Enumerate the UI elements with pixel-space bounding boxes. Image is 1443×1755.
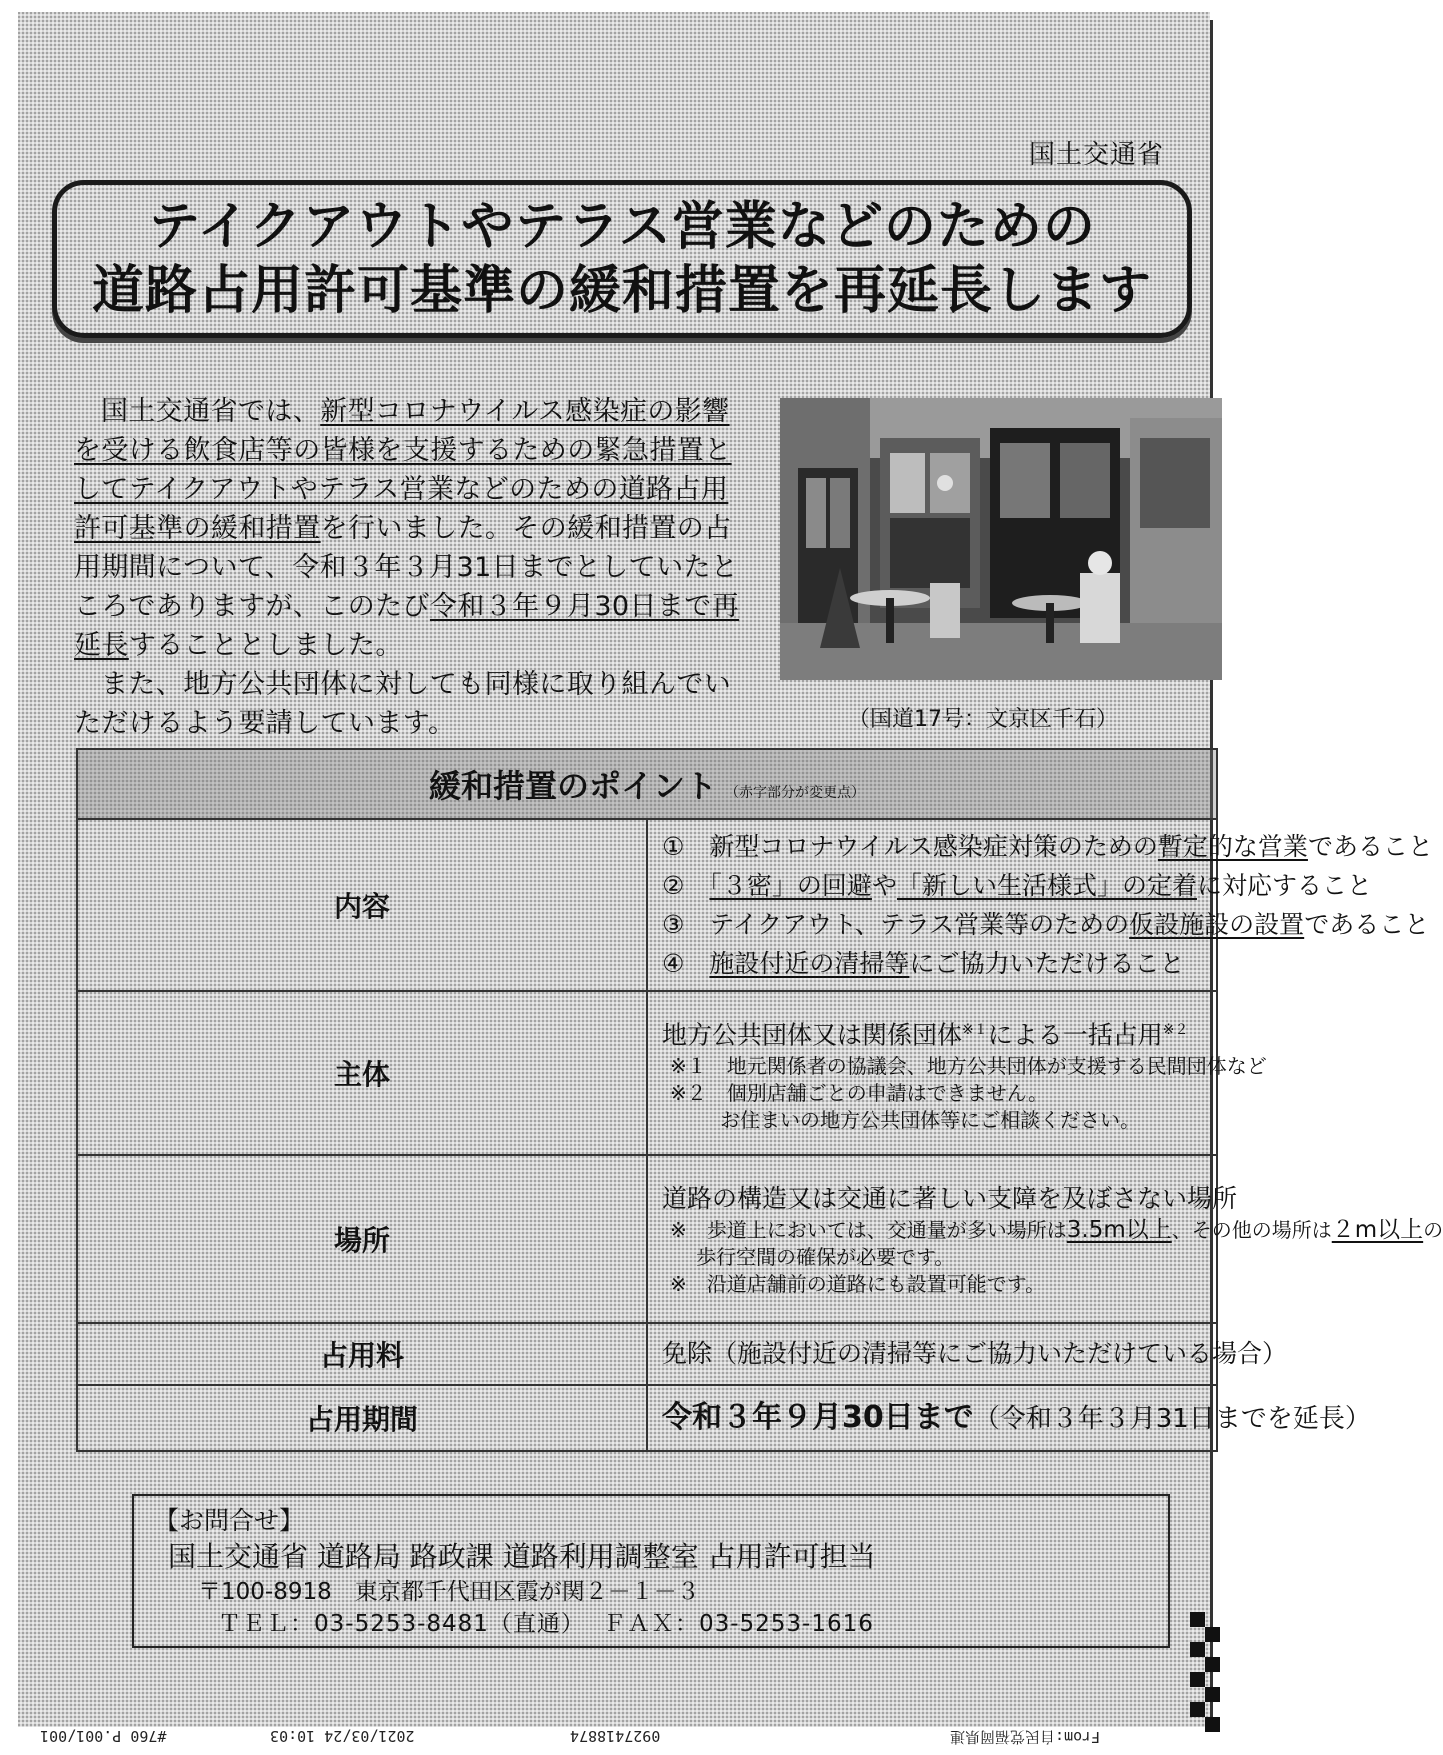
content-item-segment: であること bbox=[1307, 832, 1433, 861]
subject-sup-1: ※１ bbox=[962, 1021, 988, 1038]
title-line-1: テイクアウトやテラス営業などのための bbox=[148, 197, 1096, 257]
points-heading bbox=[77, 749, 1217, 819]
period-line bbox=[662, 1399, 1371, 1437]
place-note-1e: の bbox=[1423, 1217, 1443, 1242]
subject-main-text: 地方公共団体又は関係団体 bbox=[662, 1020, 963, 1050]
content-item-segment: に対応すること bbox=[1196, 871, 1372, 900]
subject-note-2: ※２ 個別店舗ごとの申請はできません。 bbox=[670, 1081, 1048, 1106]
intro-paragraph-1 bbox=[74, 392, 754, 665]
row-label-place: 場所 bbox=[77, 1155, 647, 1323]
content-item bbox=[662, 944, 1202, 983]
intro-p1-segment: することとしました。 bbox=[128, 630, 403, 661]
content-item-segment: にご協力いただけること bbox=[909, 949, 1185, 978]
content-item-segment: や bbox=[871, 871, 897, 900]
content-item-segment: 「新しい生活様式」の定着 bbox=[896, 871, 1197, 900]
contact-fax: ＦＡＸ：03-5253-1616 bbox=[602, 1611, 874, 1637]
contact-tel: ＴＥＬ：03-5253-8481（直通） bbox=[218, 1611, 585, 1637]
points-table bbox=[76, 748, 1443, 1452]
fax-datetime: 2021/03/24 10:03 bbox=[270, 1727, 415, 1745]
content-item-segment: ① 新型コロナウイルス感染症対策のための bbox=[662, 832, 1158, 861]
place-note-1-cont: 歩行空間の確保が必要です。 bbox=[696, 1244, 955, 1269]
contact-address: 〒100-8918 東京都千代田区霞が関２－１－３ bbox=[198, 1579, 700, 1605]
subject-note-2b: お住まいの地方公共団体等にご相談ください。 bbox=[720, 1108, 1140, 1133]
row-label-subject: 主体 bbox=[77, 991, 647, 1155]
content-items bbox=[647, 819, 1433, 991]
fax-sender: From:自民党福岡県連 bbox=[950, 1728, 1101, 1746]
place-main: 道路の構造又は交通に著しい支障を及ぼさない場所 bbox=[662, 1183, 1238, 1213]
place-note-1c: 、その他の場所は bbox=[1171, 1217, 1332, 1242]
contact-box bbox=[132, 1494, 1170, 1648]
row-label-content: 内容 bbox=[77, 819, 647, 991]
intro-p1-segment: 令和３年９月30日まで再延長 bbox=[74, 591, 740, 661]
place-note-1d: ２m以上 bbox=[1331, 1216, 1424, 1243]
subject-cell bbox=[647, 991, 1267, 1155]
subject-main bbox=[662, 1012, 1202, 1053]
contact-title: 【お問合せ】 bbox=[154, 1506, 305, 1535]
intro-p1-segment: 国土交通省では、 bbox=[101, 396, 321, 427]
title-line-2: 道路占用許可基準の緩和措置を再延長します bbox=[91, 261, 1152, 321]
fax-number: 0927418874 bbox=[570, 1727, 661, 1745]
subject-main-mid: による一括占用 bbox=[987, 1020, 1163, 1050]
points-heading-note: （赤字部分が変更点） bbox=[725, 785, 865, 801]
subject-note-1: ※１ 地元関係者の協議会、地方公共団体が支援する民間団体など bbox=[670, 1054, 1267, 1079]
content-item-segment: 暫定的な営業 bbox=[1157, 832, 1308, 861]
title-box bbox=[52, 180, 1192, 338]
place-note-1b: 3.5m以上 bbox=[1066, 1216, 1172, 1243]
intro-p1-segment: 新型コロナウイルス感染症の影響を受ける飲食店等の皆様を支援するための緊急措置としてテイクアウトやテラス営業などのための道路占用許可基準の緩和措置 bbox=[74, 396, 732, 544]
intro-p1-segment: を行いました。その緩和措置の占用期間について、令和３年３月31日までとしていたところでありますが、このたび bbox=[74, 513, 739, 622]
content-item-segment: 施設付近の清掃等 bbox=[709, 949, 910, 978]
place-note-1 bbox=[662, 1216, 1443, 1244]
period-cell bbox=[647, 1385, 1371, 1451]
content-item-segment: であること bbox=[1304, 910, 1430, 939]
row-label-fee: 占用料 bbox=[77, 1323, 647, 1385]
photo-caption: （国道17号：文京区千石） bbox=[848, 707, 1118, 732]
period-sub: （令和３年３月31日までを延長） bbox=[973, 1403, 1371, 1434]
corner-checker-mark bbox=[1190, 1612, 1220, 1736]
place-cell bbox=[647, 1155, 1443, 1323]
place-note-1a: ※ 歩道上においては、交通量が多い場所は bbox=[670, 1217, 1067, 1242]
content-item bbox=[662, 827, 1433, 866]
points-heading-title: 緩和措置のポイント bbox=[428, 767, 717, 805]
period-main: 令和３年９月30日まで bbox=[662, 1399, 974, 1435]
row-label-period: 占用期間 bbox=[77, 1385, 647, 1451]
content-item bbox=[662, 905, 1430, 944]
fee-cell bbox=[647, 1323, 1288, 1385]
fee-text: 免除（施設付近の清掃等にご協力いただけている場合） bbox=[662, 1339, 1288, 1368]
content-item-segment: ④ bbox=[662, 949, 710, 978]
fax-pages: #760 P.001/001 bbox=[40, 1727, 167, 1745]
ministry-name: 国土交通省 bbox=[1028, 140, 1164, 170]
subject-sup-2: ※２ bbox=[1162, 1021, 1189, 1038]
fax-footer bbox=[40, 1727, 1190, 1749]
intro-paragraph-2: また、地方公共団体に対しても同様に取り組んでいただけるよう要請しています。 bbox=[74, 669, 732, 739]
content-item-segment: 仮設施設の設置 bbox=[1129, 910, 1305, 939]
content-item-segment: ③ テイクアウト、テラス営業等のための bbox=[662, 910, 1130, 939]
place-note-2: ※ 沿道店舗前の道路にも設置可能です。 bbox=[670, 1271, 1046, 1296]
content-item-segment: 「３密」の回避 bbox=[709, 871, 872, 900]
document-page bbox=[18, 12, 1443, 1727]
intro-text bbox=[74, 392, 754, 743]
content-item-segment: ② bbox=[662, 871, 710, 900]
content-item bbox=[662, 866, 1372, 905]
cafe-terrace-image bbox=[780, 398, 1222, 680]
cafe-photo bbox=[780, 398, 1222, 680]
contact-phone-fax bbox=[154, 1608, 1148, 1640]
contact-org: 国土交通省 道路局 路政課 道路利用調整室 占用許可担当 bbox=[168, 1540, 876, 1573]
